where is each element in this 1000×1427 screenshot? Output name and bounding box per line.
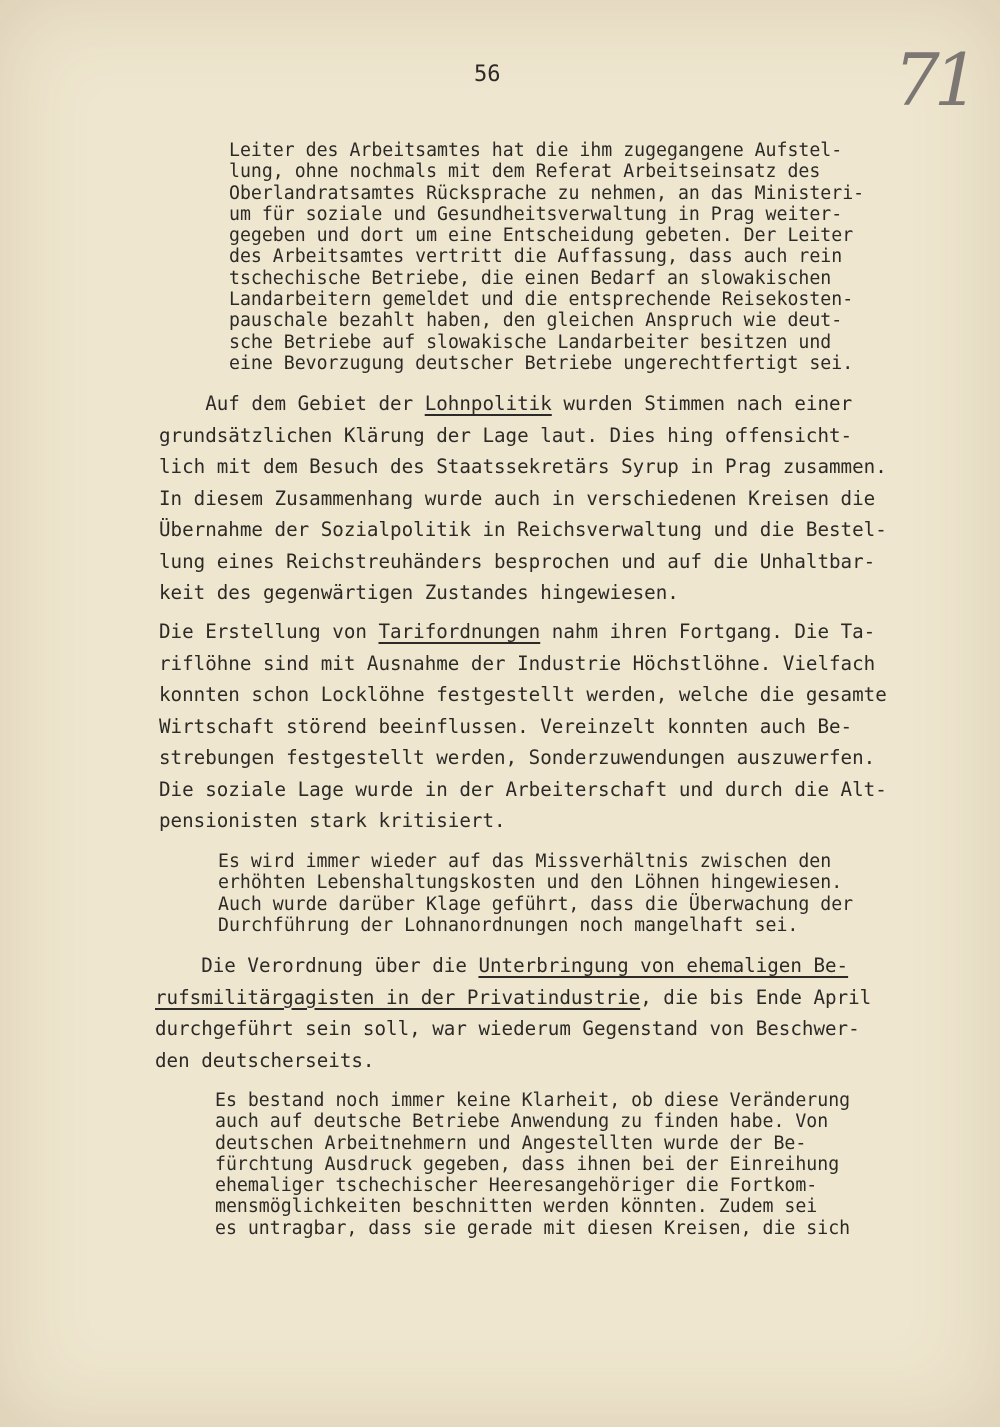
text-line — [229, 183, 864, 204]
line-text: strebungen festgestellt werden, Sonderzuwendungen auszuwerfen. — [159, 746, 876, 769]
text-line — [218, 851, 853, 872]
text-line — [229, 204, 864, 225]
line-text: pensionisten stark kritisiert. — [159, 809, 506, 832]
text-line — [229, 289, 864, 310]
line-text: grundsätzlichen Klärung der Lage laut. Dies hing offensicht- — [159, 423, 853, 447]
text-line — [229, 140, 864, 161]
text-line — [215, 1175, 850, 1196]
line-text: Die Verordnung über die — [155, 954, 479, 977]
text-line — [215, 1111, 850, 1132]
text-line — [159, 514, 887, 546]
text-line — [215, 1218, 850, 1239]
line-text: mensmöglichkeiten beschnitten werden könnten. Zudem sei — [215, 1196, 818, 1218]
line-text: keit des gegenwärtigen Zustandes hingewiesen. — [159, 581, 679, 604]
text-line — [229, 332, 864, 353]
line-text: Die Erstellung von — [159, 620, 379, 643]
line-text: Auf dem Gebiet der — [159, 392, 425, 415]
text-line — [218, 894, 853, 915]
line-text: es untragbar, dass sie gerade mit diesen Kreisen, die sich — [215, 1217, 851, 1239]
text-line — [159, 483, 887, 515]
line-text: fürchtung Ausdruck gegeben, dass ihnen bei der Einreihung — [215, 1153, 840, 1175]
text-line — [155, 1013, 871, 1045]
text-line — [159, 388, 887, 420]
text-line — [229, 161, 864, 182]
line-text: In diesem Zusammenhang wurde auch in verschiedenen Kreisen die — [159, 486, 876, 510]
paragraph-lohnpolitik — [159, 388, 887, 609]
line-text: sche Betriebe auf slowakische Landarbeiter besitzen und — [229, 331, 832, 353]
text-line — [229, 353, 864, 374]
text-line — [229, 268, 864, 289]
line-text: lung eines Reichstreuhänders besprochen und auf die Unhaltbar- — [159, 549, 876, 573]
line-text: lich mit dem Besuch des Staatssekretärs Syrup in Prag zusammen. — [159, 455, 887, 478]
page-number: 56 — [474, 62, 501, 87]
line-text: Es bestand noch immer keine Klarheit, ob diese Veränderung — [215, 1090, 851, 1111]
line-text: Landarbeitern gemeldet und die entsprechende Reisekosten- — [229, 289, 854, 311]
line-text: , die bis Ende April — [640, 985, 872, 1009]
text-line — [215, 1133, 850, 1154]
paragraph-tarifordnungen — [159, 616, 887, 837]
text-line — [215, 1196, 850, 1217]
underlined-term: Lohnpolitik — [424, 392, 552, 415]
paragraph-verordnung — [155, 950, 871, 1076]
paragraph-klarheit — [215, 1090, 850, 1239]
line-text: gegeben und dort um eine Entscheidung gebeten. Der Leiter — [229, 225, 854, 247]
line-text: konnten schon Locklöhne festgestellt werden, welche die gesamte — [159, 683, 887, 706]
text-line — [159, 742, 887, 774]
text-line — [159, 420, 887, 452]
text-line — [159, 711, 887, 743]
text-line — [159, 546, 887, 578]
text-line — [159, 805, 887, 837]
text-line — [159, 577, 887, 609]
paragraph-arbeitsamt — [229, 140, 864, 374]
underlined-term: Tarifordnungen — [378, 620, 541, 643]
line-text: deutschen Arbeitnehmern und Angestellten wurde der Be- — [215, 1132, 807, 1154]
text-line — [155, 950, 871, 982]
text-line — [159, 679, 887, 711]
line-text: Durchführung der Lohnanordnungen noch mangelhaft sei. — [218, 914, 799, 936]
line-text: riflöhne sind mit Ausnahme der Industrie Höchstlöhne. Vielfach — [159, 651, 876, 675]
line-text: lung, ohne nochmals mit dem Referat Arbeitseinsatz des — [229, 161, 821, 183]
line-text: des Arbeitsamtes vertritt die Auffassung, dass auch rein — [229, 246, 843, 268]
line-text: Übernahme der Sozialpolitik in Reichsverwaltung und die Bestel- — [159, 518, 887, 541]
text-line — [159, 616, 887, 648]
text-line — [218, 872, 853, 893]
text-line — [215, 1090, 850, 1111]
text-line — [155, 982, 871, 1014]
handwritten-archive-number: 71 — [894, 38, 974, 122]
line-text: Es wird immer wieder auf das Missverhältnis zwischen den — [218, 851, 832, 872]
text-line — [229, 225, 864, 246]
line-text: Die soziale Lage wurde in der Arbeiterschaft und durch die Alt- — [159, 777, 887, 801]
line-text: durchgeführt sein soll, war wiederum Gegenstand von Beschwer- — [155, 1017, 860, 1040]
line-text: nahm ihren Fortgang. Die Ta- — [540, 620, 876, 643]
text-line — [229, 246, 864, 267]
line-text: pauschale bezahlt haben, den gleichen Anspruch wie deut- — [229, 310, 843, 332]
line-text: Auch wurde darüber Klage geführt, dass die Überwachung der — [218, 893, 854, 915]
line-text: erhöhten Lebenshaltungskosten und den Löhnen hingewiesen. — [218, 872, 843, 894]
text-line — [155, 1045, 871, 1077]
text-line — [215, 1154, 850, 1175]
text-line — [159, 774, 887, 806]
line-text: wurden Stimmen nach einer — [551, 392, 853, 415]
line-text: Wirtschaft störend beeinflussen. Vereinzelt konnten auch Be- — [159, 714, 853, 738]
text-line — [229, 310, 864, 331]
line-text: auch auf deutsche Betriebe Anwendung zu finden habe. Von — [215, 1111, 829, 1133]
line-text: um für soziale und Gesundheitsverwaltung in Prag weiter- — [229, 203, 843, 225]
text-line — [159, 648, 887, 680]
line-text: Leiter des Arbeitsamtes hat die ihm zugegangene Aufstel- — [229, 140, 843, 161]
line-text: ehemaliger tschechischer Heeresangehöriger die Fortkom- — [215, 1175, 818, 1197]
line-text: den deutscherseits. — [155, 1048, 375, 1072]
line-text: tschechische Betriebe, die einen Bedarf an slowakischen — [229, 267, 832, 289]
paragraph-missverhaeltnis — [218, 851, 853, 936]
underlined-term: rufsmilitärgagisten in der Privatindustrie — [155, 985, 641, 1009]
line-text: Oberlandratsamtes Rücksprache zu nehmen, an das Ministeri- — [229, 182, 865, 204]
underlined-term: Unterbringung von ehemaligen Be- — [478, 954, 849, 977]
text-line — [218, 915, 853, 936]
line-text: eine Bevorzugung deutscher Betriebe ungerechtfertigt sei. — [229, 352, 854, 374]
text-line — [159, 451, 887, 483]
